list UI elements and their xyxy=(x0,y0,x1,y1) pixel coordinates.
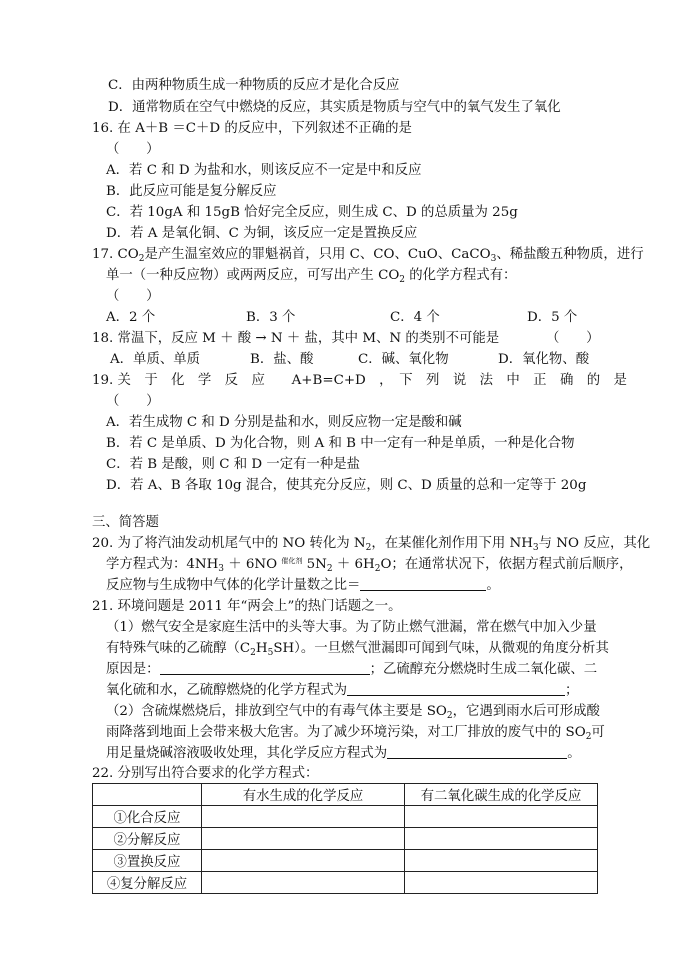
q17-option-a: A．2 个 xyxy=(106,310,156,325)
row-label: ①化合反应 xyxy=(93,806,202,828)
answer-cell[interactable] xyxy=(405,828,598,850)
answer-blank[interactable] xyxy=(160,660,370,675)
q18-stem: 18. 常温下，反应 M ＋ 酸 → N ＋ 盐，其中 M、N 的类别不可能是 xyxy=(92,331,500,346)
q17-stem: 17. $CO_2$是产生温室效应的罪魁祸首，只用 C、CO、CuO、CaCO$_3$、稀盐酸五种物质，进行 xyxy=(92,247,644,264)
q19-stem: 19. 关 于 化 学 反 应 A+B=C+D ， 下 列 说 法 中 正 确 的 是 xyxy=(92,373,627,388)
q22-stem: 22. 分别写出符合要求的化学方程式： xyxy=(92,766,319,781)
q21-line4: 原因是： ；乙硫醇充分燃烧时生成二氧化碳、二 xyxy=(106,662,598,677)
q19-option-b: B．若 C 是单质、D 为化合物，则 A 和 B 中一定有一种是单质，一种是化合物 xyxy=(106,436,575,451)
table-row xyxy=(93,872,598,894)
reaction-table xyxy=(92,783,598,894)
table-header-cell: 有二氧化碳生成的化学反应 xyxy=(405,784,598,806)
answer-cell[interactable] xyxy=(202,828,405,850)
q21-line8: 用足量烧碱溶液吸收处理，其化学反应方程式为 。 xyxy=(106,746,581,761)
answer-blank[interactable] xyxy=(347,681,565,696)
q20-line3: 反应物与生成物中气体的化学计量数之比＝ 。 xyxy=(106,578,500,593)
answer-cell[interactable] xyxy=(405,850,598,872)
q18-option-b: B．盐、酸 xyxy=(250,352,314,367)
answer-cell[interactable] xyxy=(202,850,405,872)
q16-option-c: C．若 10gA 和 15gB 恰好完全反应，则生成 C、D 的总质量为 25g xyxy=(106,205,518,220)
q16-option-b: B．此反应可能是复分解反应 xyxy=(106,184,277,199)
answer-cell[interactable] xyxy=(202,806,405,828)
q21-line1: 21. 环境问题是 2011 年“两会上”的热门话题之一。 xyxy=(92,599,402,614)
table-row xyxy=(93,806,598,828)
q19-option-c: C．若 B 是酸，则 C 和 D 一定有一种是盐 xyxy=(106,457,361,472)
q19-answer-paren: （ ） xyxy=(106,394,160,409)
q21-line5: 氧化硫和水，乙硫醇燃烧的化学方程式为 ； xyxy=(106,683,579,698)
q18-option-a: A．单质、单质 xyxy=(110,352,201,367)
q21-line6: （2）含硫煤燃烧后，排放到空气中的有毒气体主要是 $SO_2$，它遇到雨水后可形成酸 xyxy=(106,704,600,721)
q19-option-d: D．若 A、B 各取 10g 混合，使其充分反应，则 C、D 质量的总和一定等于 20g xyxy=(106,478,587,493)
q17-answer-paren: （ ） xyxy=(106,289,160,304)
q16-stem: 16. 在 A＋B ＝C＋D 的反应中，下列叙述不正确的是 xyxy=(92,121,412,136)
q15-option-d: D．通常物质在空气中燃烧的反应，其实质是物质与空气中的氧气发生了氧化 xyxy=(108,100,561,115)
section-title: 三、简答题 xyxy=(92,515,159,530)
q19-option-a: A．若生成物 C 和 D 分别是盐和水，则反应物一定是酸和碱 xyxy=(106,415,462,430)
answer-cell[interactable] xyxy=(202,872,405,894)
catalyst-label: 催化剂 xyxy=(281,557,303,565)
q18-option-c: C．碱、氧化物 xyxy=(358,352,449,367)
q16-option-d: D．若 A 是氧化铜、C 为铜，该反应一定是置换反应 xyxy=(106,226,418,241)
q17-stem-line2: 单一（一种反应物）或两两反应，可写出产生 $CO_2$ 的化学方程式有： xyxy=(106,268,517,285)
q18-answer-paren: （ ） xyxy=(546,331,600,346)
answer-blank[interactable] xyxy=(387,744,567,759)
answer-cell[interactable] xyxy=(405,872,598,894)
q20-equation-line: 学方程式为：$4NH_3 + 6NO$ $^{催化剂}$ $5N_2 + 6H_2O$；在通常状况下，依据方程式前后顺序， xyxy=(106,557,633,574)
answer-blank[interactable] xyxy=(360,576,486,591)
q18-option-d: D．氧化物、酸 xyxy=(498,352,590,367)
q17-option-d: D．5 个 xyxy=(527,310,578,325)
table-header-cell xyxy=(93,784,202,806)
q21-line3: 有特殊气味的乙硫醇$(C_2H_5SH)$。一旦燃气泄漏即可闻到气味，从微观的角度分析其 xyxy=(106,641,609,658)
q20-line1: 20. 为了将汽油发动机尾气中的 NO 转化为 $N_2$，在某催化剂作用下用 $NH_3$与 NO 反应，其化 xyxy=(92,536,651,553)
q15-option-c: C．由两种物质生成一种物质的反应才是化合反应 xyxy=(108,78,400,93)
q21-line2: （1）燃气安全是家庭生活中的头等大事。为了防止燃气泄漏，常在燃气中加入少量 xyxy=(106,620,597,635)
row-label: ④复分解反应 xyxy=(93,872,202,894)
q16-answer-paren: （ ） xyxy=(106,142,160,157)
table-row xyxy=(93,828,598,850)
table-row xyxy=(93,850,598,872)
q21-line7: 雨降落到地面上会带来极大危害。为了减少环境污染，对工厂排放的废气中的 $SO_2$可 xyxy=(106,725,605,742)
q17-option-b: B．3 个 xyxy=(246,310,296,325)
row-label: ③置换反应 xyxy=(93,850,202,872)
table-header-row xyxy=(93,784,598,806)
q16-option-a: A．若 C 和 D 为盐和水，则该反应不一定是中和反应 xyxy=(106,163,422,178)
table-header-cell: 有水生成的化学反应 xyxy=(202,784,405,806)
row-label: ②分解反应 xyxy=(93,828,202,850)
answer-cell[interactable] xyxy=(405,806,598,828)
q17-option-c: C．4 个 xyxy=(390,310,440,325)
